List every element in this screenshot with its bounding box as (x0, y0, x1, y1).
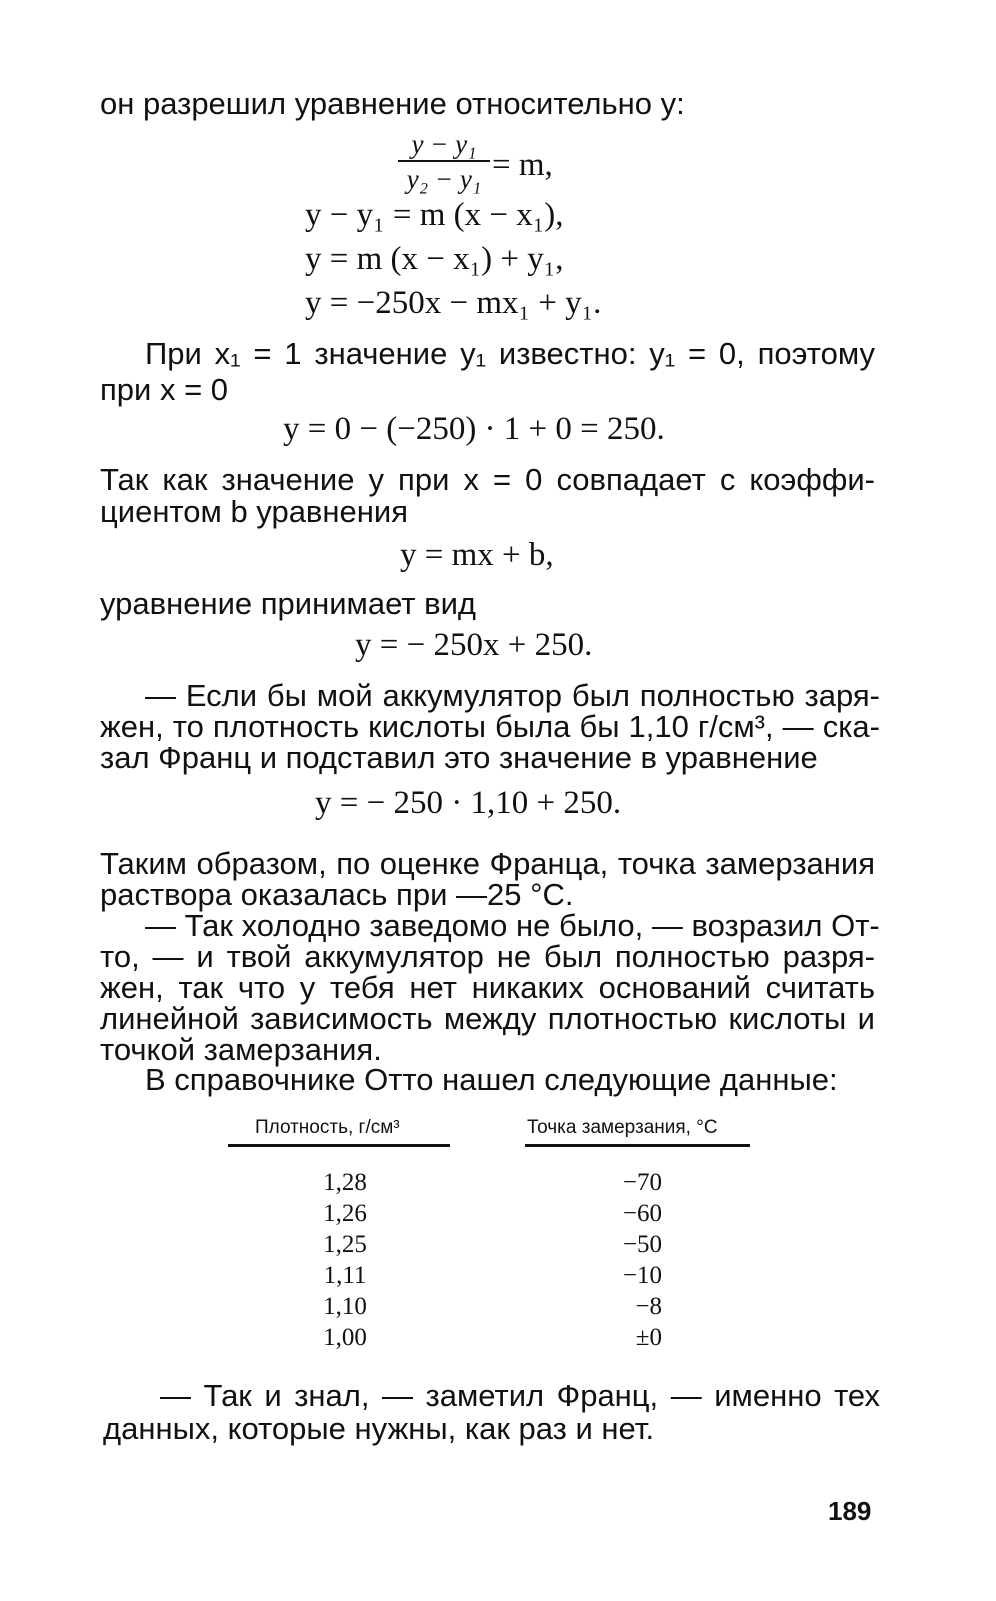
table-cell-density: 1,26 (323, 1200, 367, 1227)
page-number: 189 (828, 1496, 872, 1526)
table-cell-density: 1,28 (323, 1169, 367, 1196)
text-line: циентом b уравнения (100, 494, 408, 529)
fraction-numerator: y − y₁ (398, 130, 490, 162)
table-cell-freezing: −70 (622, 1169, 662, 1196)
text-line: В справочнике Отто нашел следующие данные: (145, 1062, 838, 1097)
equation: y = m (x − x₁) + y₁, (305, 241, 564, 277)
text-line: данных, которые нужны, как раз и нет. (103, 1411, 655, 1446)
table-cell-freezing: −50 (622, 1231, 662, 1258)
text-line: точкой замерзания. (100, 1032, 382, 1067)
table-cell-density: 1,00 (323, 1324, 367, 1351)
table-cell-density: 1,25 (323, 1231, 367, 1258)
table-cell-freezing: −60 (622, 1200, 662, 1227)
table-cell-freezing: ±0 (635, 1324, 662, 1351)
text-line: линейной зависимость между плотностью кислоты и (100, 1001, 875, 1036)
table-cell-freezing: −10 (622, 1262, 662, 1289)
text-line: жен, так что у тебя нет никаких оснований считать (100, 970, 875, 1005)
table-cell-density: 1,11 (323, 1262, 367, 1289)
table-cell-density: 1,10 (323, 1293, 367, 1320)
table-cell-freezing: −8 (635, 1293, 662, 1320)
text-line: уравнение принимает вид (100, 586, 476, 621)
fraction-denominator: y₂ − y₁ (406, 164, 482, 194)
fraction-rhs: = m, (492, 147, 553, 183)
text-line: — Так холодно заведомо не было, — возразил От- (145, 908, 880, 943)
table-header-freezing-point: Точка замерзания, °С (527, 1117, 718, 1138)
equation: y = − 250x + 250. (355, 627, 593, 663)
table-header-rule (228, 1144, 450, 1147)
text-line: — Если бы мой аккумулятор был полностью заря- (145, 678, 880, 713)
text-line: Так как значение y при x = 0 совпадает с коэффи- (100, 462, 875, 497)
equation: y = mx + b, (400, 537, 554, 573)
table-header-rule (525, 1144, 750, 1147)
text-line: то, — и твой аккумулятор не был полностью разря- (100, 939, 875, 974)
text-line: жен, то плотность кислоты была бы 1,10 г/см³, — ска- (100, 709, 880, 744)
text-line: при x = 0 (100, 372, 229, 407)
table-header-density: Плотность, г/см³ (255, 1117, 400, 1138)
equation: y = 0 − (−250) · 1 + 0 = 250. (283, 411, 665, 447)
equation: y = − 250 · 1,10 + 250. (315, 785, 622, 821)
text-line: При x₁ = 1 значение y₁ известно: y₁ = 0, поэтому (145, 336, 875, 371)
text-line: — Так и знал, — заметил Франц, — именно тех (160, 1378, 880, 1413)
text-line: Таким образом, по оценке Франца, точка замерзания (100, 846, 875, 881)
equation: y = −250x − mx₁ + y₁. (305, 285, 602, 321)
equation: y − y₁ = m (x − x₁), (305, 197, 564, 233)
fraction-equation (398, 130, 490, 194)
text-line: раствора оказалась при —25 °С. (100, 877, 574, 912)
text-line: он разрешил уравнение относительно y: (100, 86, 685, 121)
text-line: зал Франц и подставил это значение в уравнение (100, 740, 818, 775)
